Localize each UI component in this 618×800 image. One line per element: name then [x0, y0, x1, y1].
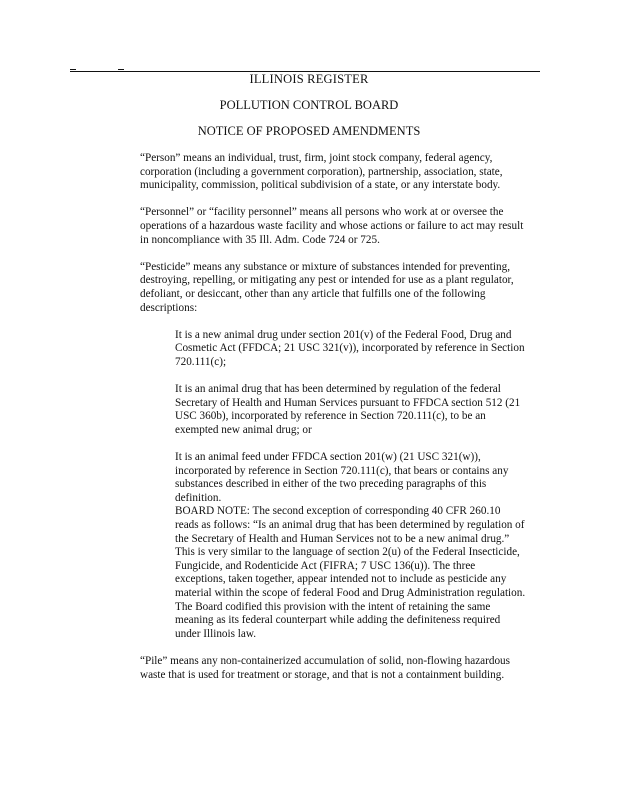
pesticide-exception-item: It is an animal feed under FFDCA section 201(w) (21 USC 321(w)), incorporated by reference in Section 720.111(c), that bears or contains any substances described in either of the two preceding paragraphs of this definition. [175, 451, 509, 504]
definition-pesticide: “Pesticide” means any substance or mixture of substances intended for preventing, destroying, repelling, or mitigating any pest or intended for use as a plant regulator, defoliant, or desiccant, other than any article that fulfills one of the following descriptions: [140, 260, 514, 314]
header-rule-tick-mid [118, 69, 124, 70]
definition-personnel: “Personnel” or “facility personnel” means all persons who work at or oversee the operations of a hazardous waste facility and whose actions or failure to act may result in noncompliance with 35 Ill. Adm. Code 724 or 725. [140, 206, 524, 246]
pesticide-exception-item: It is a new animal drug under section 201(v) of the Federal Food, Drug and Cosmetic Act (FFDCA; 21 USC 321(v)), incorporated by reference in Section 720.111(c); [175, 328, 525, 368]
definition-person: “Person” means an individual, trust, firm, joint stock company, federal agency, corporation (including a government corporation), partnership, association, state, municipality, commission, political subdivision of a state, or any interstate body. [140, 152, 503, 192]
register-title: ILLINOIS REGISTER [249, 72, 369, 86]
definition-pile: “Pile” means any non-containerized accumulation of solid, non-flowing hazardous waste that is used for treatment or storage, and that is not a containment building. [140, 654, 511, 681]
notice-title: NOTICE OF PROPOSED AMENDMENTS [197, 124, 421, 138]
board-title: POLLUTION CONTROL BOARD [219, 98, 399, 112]
document-body [140, 152, 526, 696]
board-note: BOARD NOTE: The second exception of corresponding 40 CFR 260.10 reads as follows: “Is an animal drug that has been determined by regulation of the Secretary of Health and Human Services not to be a new animal drug.” This is very similar to the language of section 2(u) of the Federal Insecticide, Fungicide, and Rodenticide Act (FIFRA; 7 USC 136(u)). The three exceptions, taken together, appear intended not to include as pesticide any material within the scope of federal Food and Drug Administration regulation. The Board codified this provision with the intent of retaining the same meaning as its federal counterpart while adding the definiteness required under Illinois law. [175, 505, 526, 640]
pesticide-exception-item: It is an animal drug that has been determined by regulation of the federal Secretary of Health and Human Services pursuant to FFDCA section 512 (21 USC 360b), incorporated by reference in Section 720.111(c), to be an exempted new animal drug; or [175, 383, 521, 436]
header-rule-tick-left [70, 69, 76, 70]
